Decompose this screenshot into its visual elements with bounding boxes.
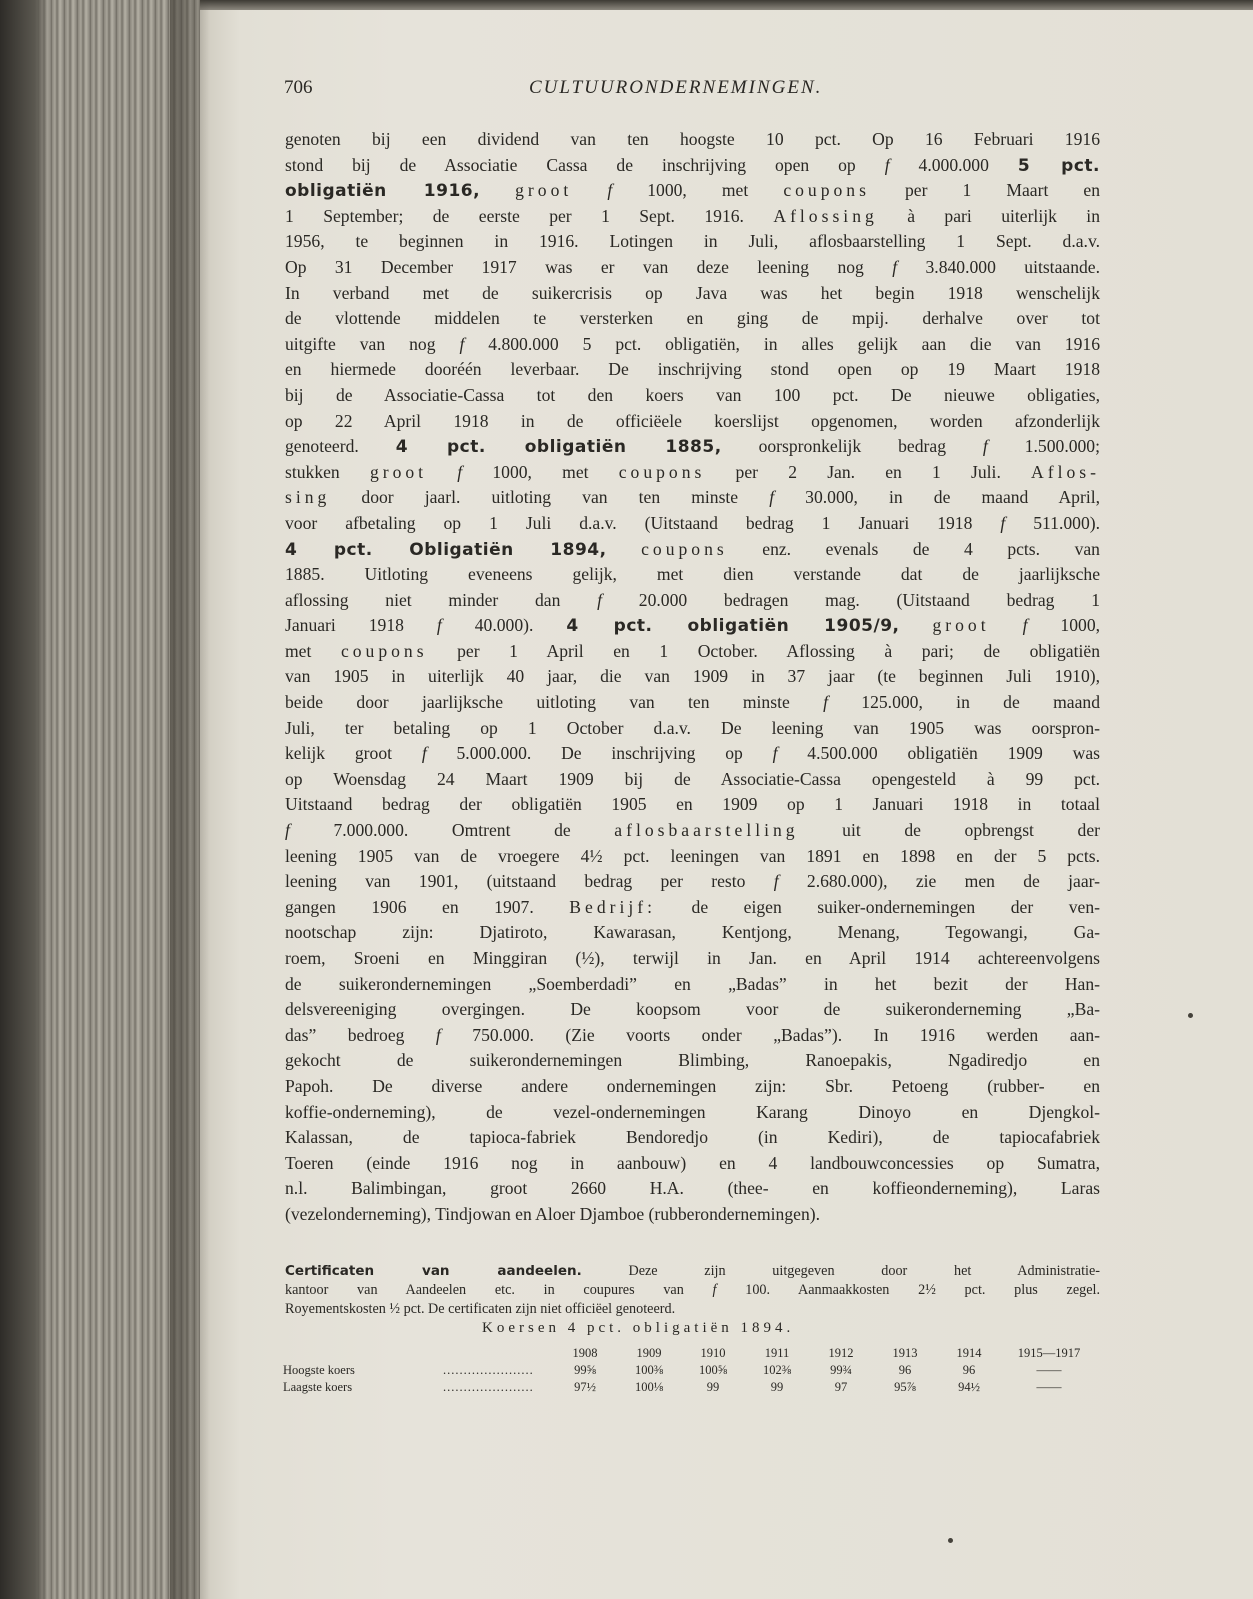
text-run: Juli, ter betaling op 1 October d.a.v. De leening van 1905 was oorspron- bbox=[285, 717, 1100, 738]
text-run: uit de opbrengst der bbox=[798, 820, 1100, 841]
text-run: leening 1905 van de vroegere 4½ pct. leeningen van 1891 en 1898 en der 5 pcts. bbox=[285, 845, 1100, 866]
currency-sign: f bbox=[436, 615, 442, 636]
text-line bbox=[285, 639, 1100, 665]
text-line bbox=[285, 613, 1100, 639]
text-run: gangen 1906 en 1907. bbox=[285, 896, 570, 917]
leader-dots: ...................... bbox=[443, 1363, 534, 1377]
table-cell: 100⅛ bbox=[634, 1380, 664, 1394]
text-run: Royementskosten ½ pct. De certificaten zijn niet officiëel genoteerd. bbox=[285, 1301, 676, 1317]
currency-sign: f bbox=[459, 333, 465, 354]
text-run: en hiermede dooréén leverbaar. De inschrijving stond open op 19 Maart 1918 bbox=[285, 359, 1100, 380]
text-line bbox=[285, 716, 1100, 742]
currency-sign: f bbox=[285, 820, 290, 841]
spaced-term: groot bbox=[515, 180, 573, 201]
text-run: stukken bbox=[285, 461, 370, 482]
text-run: oorspronkelijk bedrag bbox=[721, 436, 983, 457]
text-run: genoten bij een dividend van ten hoogste 10 pct. Op 16 Februari 1916 bbox=[285, 129, 1100, 149]
text-line bbox=[285, 332, 1100, 358]
currency-sign: f bbox=[884, 154, 890, 175]
row-label: Laagste koers bbox=[283, 1380, 353, 1394]
text-run: 2.680.000), zie men de jaar- bbox=[778, 871, 1100, 892]
koers-table bbox=[283, 1345, 1097, 1396]
text-run: Uitstaand bedrag der obligatiën 1905 en 1909 op 1 Januari 1918 in totaal bbox=[285, 794, 1100, 815]
text-line bbox=[285, 1074, 1100, 1100]
text-line bbox=[285, 741, 1100, 767]
spaced-term: Aflossing bbox=[773, 205, 878, 226]
text-run: gekocht de suikerondernemingen Blimbing, Ranoepakis, Ngadiredjo en bbox=[285, 1050, 1100, 1071]
text-run: de eigen suiker-ondernemingen der ven- bbox=[656, 896, 1100, 917]
text-run bbox=[427, 462, 457, 482]
text-line bbox=[285, 460, 1100, 486]
spaced-term: groot bbox=[369, 461, 428, 482]
text-line bbox=[285, 562, 1100, 588]
spaced-term: coupons bbox=[641, 538, 728, 559]
spaced-term: coupons bbox=[340, 640, 428, 661]
text-run: van 1905 in uiterlijk 40 jaar, die van 1909 in 37 jaar (te beginnen Juli 1910), bbox=[285, 666, 1100, 687]
text-line bbox=[285, 178, 1100, 204]
text-line bbox=[285, 204, 1100, 230]
currency-sign: f bbox=[773, 871, 779, 892]
text-line bbox=[285, 281, 1100, 307]
table-header-row bbox=[283, 1345, 1097, 1362]
text-run: voor afbetaling op 1 Juli d.a.v. (Uitstaand bedrag 1 Januari 1918 bbox=[285, 512, 1001, 533]
bold-heading: Certificaten van aandeelen. bbox=[285, 1263, 582, 1279]
bold-heading: 4 pct. Obligatiën 1894, bbox=[285, 539, 607, 560]
text-run: roem, Sroeni en Minggiran (½), terwijl in Jan. en April 1914 achtereenvolgens bbox=[285, 948, 1100, 968]
body-text bbox=[285, 127, 1100, 1228]
table-row bbox=[283, 1379, 1097, 1396]
table-caption: Koersen 4 pct. obligatiën 1894. bbox=[482, 1320, 795, 1336]
bold-heading: 5 pct. bbox=[1017, 155, 1100, 176]
currency-sign: f bbox=[982, 436, 988, 457]
text-run: 511.000). bbox=[1005, 512, 1100, 533]
text-run: 7.000.000. Omtrent de bbox=[289, 820, 615, 841]
text-run: à pari uiterlijk in bbox=[877, 205, 1100, 226]
text-run: 1000, bbox=[1027, 615, 1101, 636]
text-run: de suikerondernemingen „Soemberdadi” en „Badas” in het bezit der Han- bbox=[285, 973, 1100, 994]
text-line bbox=[285, 1202, 1100, 1228]
text-line bbox=[285, 255, 1100, 281]
text-run: nootschap zijn: Djatiroto, Kawarasan, Kentjong, Menang, Tegowangi, Ga- bbox=[285, 922, 1100, 943]
text-line bbox=[285, 1281, 1100, 1300]
table-cell: 99 bbox=[770, 1380, 784, 1394]
currency-sign: f bbox=[823, 692, 828, 713]
spaced-term: coupons bbox=[783, 180, 870, 201]
text-run: 125.000, in de maand bbox=[827, 692, 1100, 713]
text-line bbox=[285, 844, 1100, 870]
text-run: (vezelonderneming), Tindjowan en Aloer Djamboe (rubberondernemingen). bbox=[285, 1203, 820, 1224]
print-speck bbox=[1188, 1013, 1193, 1018]
running-title: CULTUURONDERNEMINGEN. bbox=[529, 77, 823, 98]
page-top-edge bbox=[200, 0, 1253, 10]
spaced-term: Bedrijf: bbox=[569, 896, 657, 917]
table-cell: 99⅝ bbox=[574, 1363, 596, 1377]
page-edge-shadow bbox=[170, 0, 210, 1599]
text-run: beide door jaarlijksche uitloting van ten minste bbox=[285, 692, 824, 713]
text-run: 4.500.000 obligatiën 1909 was bbox=[777, 743, 1100, 764]
spaced-term: aflosbaarstelling bbox=[614, 820, 799, 841]
text-run: 1000, met bbox=[612, 180, 784, 201]
text-line bbox=[285, 1023, 1100, 1049]
text-line bbox=[285, 1125, 1100, 1151]
currency-sign: f bbox=[457, 461, 463, 482]
text-run: kantoor van Aandeelen etc. in coupures van bbox=[285, 1282, 713, 1298]
text-run: 5.000.000. De inschrijving op bbox=[426, 743, 773, 764]
text-run: Kalassan, de tapioca-fabriek Bendoredjo (in Kediri), de tapiocafabriek bbox=[285, 1127, 1100, 1148]
text-line bbox=[285, 588, 1100, 614]
running-head bbox=[284, 77, 1104, 101]
currency-sign: f bbox=[435, 1024, 441, 1045]
text-run: kelijk groot bbox=[285, 743, 422, 764]
text-run: enz. evenals de 4 pcts. van bbox=[727, 538, 1100, 559]
table-cell: 102⅜ bbox=[762, 1363, 792, 1377]
bold-heading: 4 pct. obligatiën 1905/9, bbox=[566, 616, 900, 637]
text-run bbox=[607, 539, 642, 559]
text-line bbox=[285, 972, 1100, 998]
currency-sign: f bbox=[421, 743, 427, 764]
table-cell: 100⅜ bbox=[634, 1363, 664, 1377]
table-cell: —— bbox=[1036, 1380, 1062, 1394]
table-cell: 96 bbox=[962, 1363, 976, 1377]
text-run: bij de Associatie-Cassa tot den koers van 100 pct. De nieuwe obligaties, bbox=[285, 384, 1100, 405]
table-header-cell bbox=[443, 1345, 553, 1362]
text-run: 30.000, in de maand April, bbox=[774, 487, 1100, 508]
table-cell: 95⅞ bbox=[894, 1380, 916, 1394]
spaced-term: coupons bbox=[618, 461, 706, 482]
text-line bbox=[285, 153, 1100, 179]
table-row bbox=[283, 1362, 1097, 1379]
text-run: 3.840.000 uitstaande. bbox=[897, 256, 1100, 277]
year-header: 1914 bbox=[956, 1346, 982, 1360]
text-run: koffie-onderneming), de vezel-ondernemingen Karang Dinoyo en Djengkol- bbox=[285, 1101, 1100, 1122]
table-cell: 99 bbox=[706, 1380, 720, 1394]
certificates-paragraph bbox=[285, 1262, 1100, 1319]
text-run: 750.000. (Zie voorts onder „Badas”). In 1916 werden aan- bbox=[440, 1024, 1100, 1045]
text-line bbox=[285, 767, 1100, 793]
text-line bbox=[285, 1176, 1100, 1202]
text-line bbox=[285, 920, 1100, 946]
text-line bbox=[285, 409, 1100, 435]
currency-sign: f bbox=[712, 1282, 717, 1298]
currency-sign: f bbox=[1000, 512, 1006, 533]
spaced-term: sing bbox=[285, 487, 331, 508]
text-line bbox=[285, 1100, 1100, 1126]
spaced-term: Aflos- bbox=[1031, 461, 1101, 482]
text-run: 40.000). bbox=[441, 615, 567, 636]
text-run: Papoh. De diverse andere ondernemingen zijn: Sbr. Petoeng (rubber- en bbox=[285, 1075, 1100, 1096]
row-label: Hoogste koers bbox=[283, 1363, 355, 1377]
text-line bbox=[285, 1048, 1100, 1074]
text-run: de vlottende middelen te versterken en ging de mpij. derhalve over tot bbox=[285, 308, 1100, 329]
text-line bbox=[285, 306, 1100, 332]
text-line bbox=[285, 485, 1100, 511]
text-run: met bbox=[285, 640, 341, 661]
year-header: 1915—1917 bbox=[1017, 1346, 1081, 1360]
text-run: 1000, met bbox=[462, 461, 619, 482]
text-run: 1 September; de eerste per 1 Sept. 1916. bbox=[285, 205, 774, 226]
text-run: delsvereeniging overgingen. De koopsom voor de suikeronderneming „Ba- bbox=[285, 999, 1100, 1020]
text-line bbox=[285, 383, 1100, 409]
year-header: 1911 bbox=[764, 1346, 790, 1360]
text-run: op Woensdag 24 Maart 1909 bij de Associatie-Cassa opengesteld à 99 pct. bbox=[285, 768, 1100, 789]
text-run: 1.500.000; bbox=[987, 436, 1100, 457]
text-run: leening van 1901, (uitstaand bedrag per resto bbox=[285, 871, 774, 892]
currency-sign: f bbox=[769, 487, 775, 508]
currency-sign: f bbox=[607, 180, 613, 201]
text-run: Op 31 December 1917 was er van deze leening nog bbox=[285, 256, 893, 277]
year-header: 1910 bbox=[700, 1346, 726, 1360]
text-run: das” bedroeg bbox=[285, 1024, 436, 1045]
table-cell: 97 bbox=[834, 1380, 848, 1394]
table-cell: 94½ bbox=[958, 1380, 980, 1394]
text-line bbox=[285, 511, 1100, 537]
text-line bbox=[285, 946, 1100, 972]
text-line bbox=[285, 690, 1100, 716]
text-run: genoteerd. bbox=[285, 436, 396, 457]
text-line bbox=[285, 1151, 1100, 1177]
text-line bbox=[285, 1300, 1100, 1319]
text-run: 20.000 bedragen mag. (Uitstaand bedrag 1 bbox=[602, 589, 1100, 610]
bold-heading: obligatiën 1916, bbox=[285, 181, 481, 202]
text-run: 4.800.000 5 pct. obligatiën, in alles gelijk aan die van 1916 bbox=[464, 333, 1100, 354]
text-run bbox=[572, 180, 607, 200]
text-line bbox=[285, 818, 1100, 844]
text-run: per 1 Maart en bbox=[869, 180, 1100, 201]
text-line bbox=[285, 1262, 1100, 1281]
text-line bbox=[285, 869, 1100, 895]
text-line bbox=[285, 434, 1100, 460]
text-line bbox=[285, 664, 1100, 690]
text-run: 1885. Uitloting eveneens gelijk, met dien verstande dat de jaarlijksche bbox=[285, 564, 1100, 585]
text-run: per 1 April en 1 October. Aflossing à pari; de obligatiën bbox=[427, 640, 1100, 661]
text-run: 1956, te beginnen in 1916. Lotingen in Juli, aflosbaarstelling 1 Sept. d.a.v. bbox=[285, 231, 1100, 252]
page-number: 706 bbox=[284, 77, 313, 98]
year-header: 1913 bbox=[892, 1346, 918, 1360]
currency-sign: f bbox=[892, 256, 898, 277]
text-line bbox=[285, 357, 1100, 383]
year-header: 1912 bbox=[828, 1346, 854, 1360]
text-run bbox=[990, 615, 1023, 635]
text-line bbox=[285, 127, 1100, 153]
text-run: 100. Aanmaakkosten 2½ pct. plus zegel. bbox=[716, 1282, 1100, 1298]
table-cell: 96 bbox=[898, 1363, 912, 1377]
text-line bbox=[285, 537, 1100, 563]
table-header-cell bbox=[283, 1345, 443, 1362]
text-run: stond bij de Associatie Cassa de inschrijving open op bbox=[285, 154, 885, 175]
text-run: Januari 1918 bbox=[285, 615, 437, 636]
binding-shadow bbox=[0, 0, 50, 1599]
text-run: per 2 Jan. en 1 Juli. bbox=[705, 461, 1032, 482]
text-run: n.l. Balimbingan, groot 2660 H.A. (thee- en koffieonderneming), Laras bbox=[285, 1178, 1100, 1199]
text-run: uitgifte van nog bbox=[285, 333, 460, 354]
spaced-term: groot bbox=[932, 615, 990, 636]
table-cell: 97½ bbox=[574, 1380, 596, 1394]
text-run bbox=[480, 180, 515, 200]
text-line bbox=[285, 895, 1100, 921]
print-speck bbox=[948, 1538, 953, 1543]
currency-sign: f bbox=[597, 589, 603, 610]
text-line bbox=[285, 997, 1100, 1023]
currency-sign: f bbox=[1022, 615, 1028, 636]
table-cell: 99¾ bbox=[830, 1363, 852, 1377]
text-line bbox=[285, 229, 1100, 255]
text-run: aflossing niet minder dan bbox=[285, 589, 598, 610]
text-run: Toeren (einde 1916 nog in aanbouw) en 4 landbouwconcessies op Sumatra, bbox=[285, 1152, 1100, 1173]
leader-dots: ...................... bbox=[443, 1380, 534, 1394]
year-header: 1908 bbox=[572, 1346, 598, 1360]
text-run: 4.000.000 bbox=[889, 154, 1018, 175]
year-header: 1909 bbox=[636, 1346, 662, 1360]
table-cell: 100⅝ bbox=[698, 1363, 728, 1377]
text-run: op 22 April 1918 in de officiëele koerslijst opgenomen, worden afzonderlijk bbox=[285, 410, 1100, 431]
currency-sign: f bbox=[772, 743, 778, 764]
table-cell: —— bbox=[1036, 1363, 1062, 1377]
text-run: In verband met de suikercrisis op Java was het begin 1918 wenschelijk bbox=[285, 282, 1100, 303]
bold-heading: 4 pct. obligatiën 1885, bbox=[395, 437, 722, 458]
text-run bbox=[900, 615, 933, 635]
text-line bbox=[285, 792, 1100, 818]
text-run: Deze zijn uitgegeven door het Administratie- bbox=[581, 1263, 1100, 1279]
text-run: door jaarl. uitloting van ten minste bbox=[330, 487, 770, 508]
